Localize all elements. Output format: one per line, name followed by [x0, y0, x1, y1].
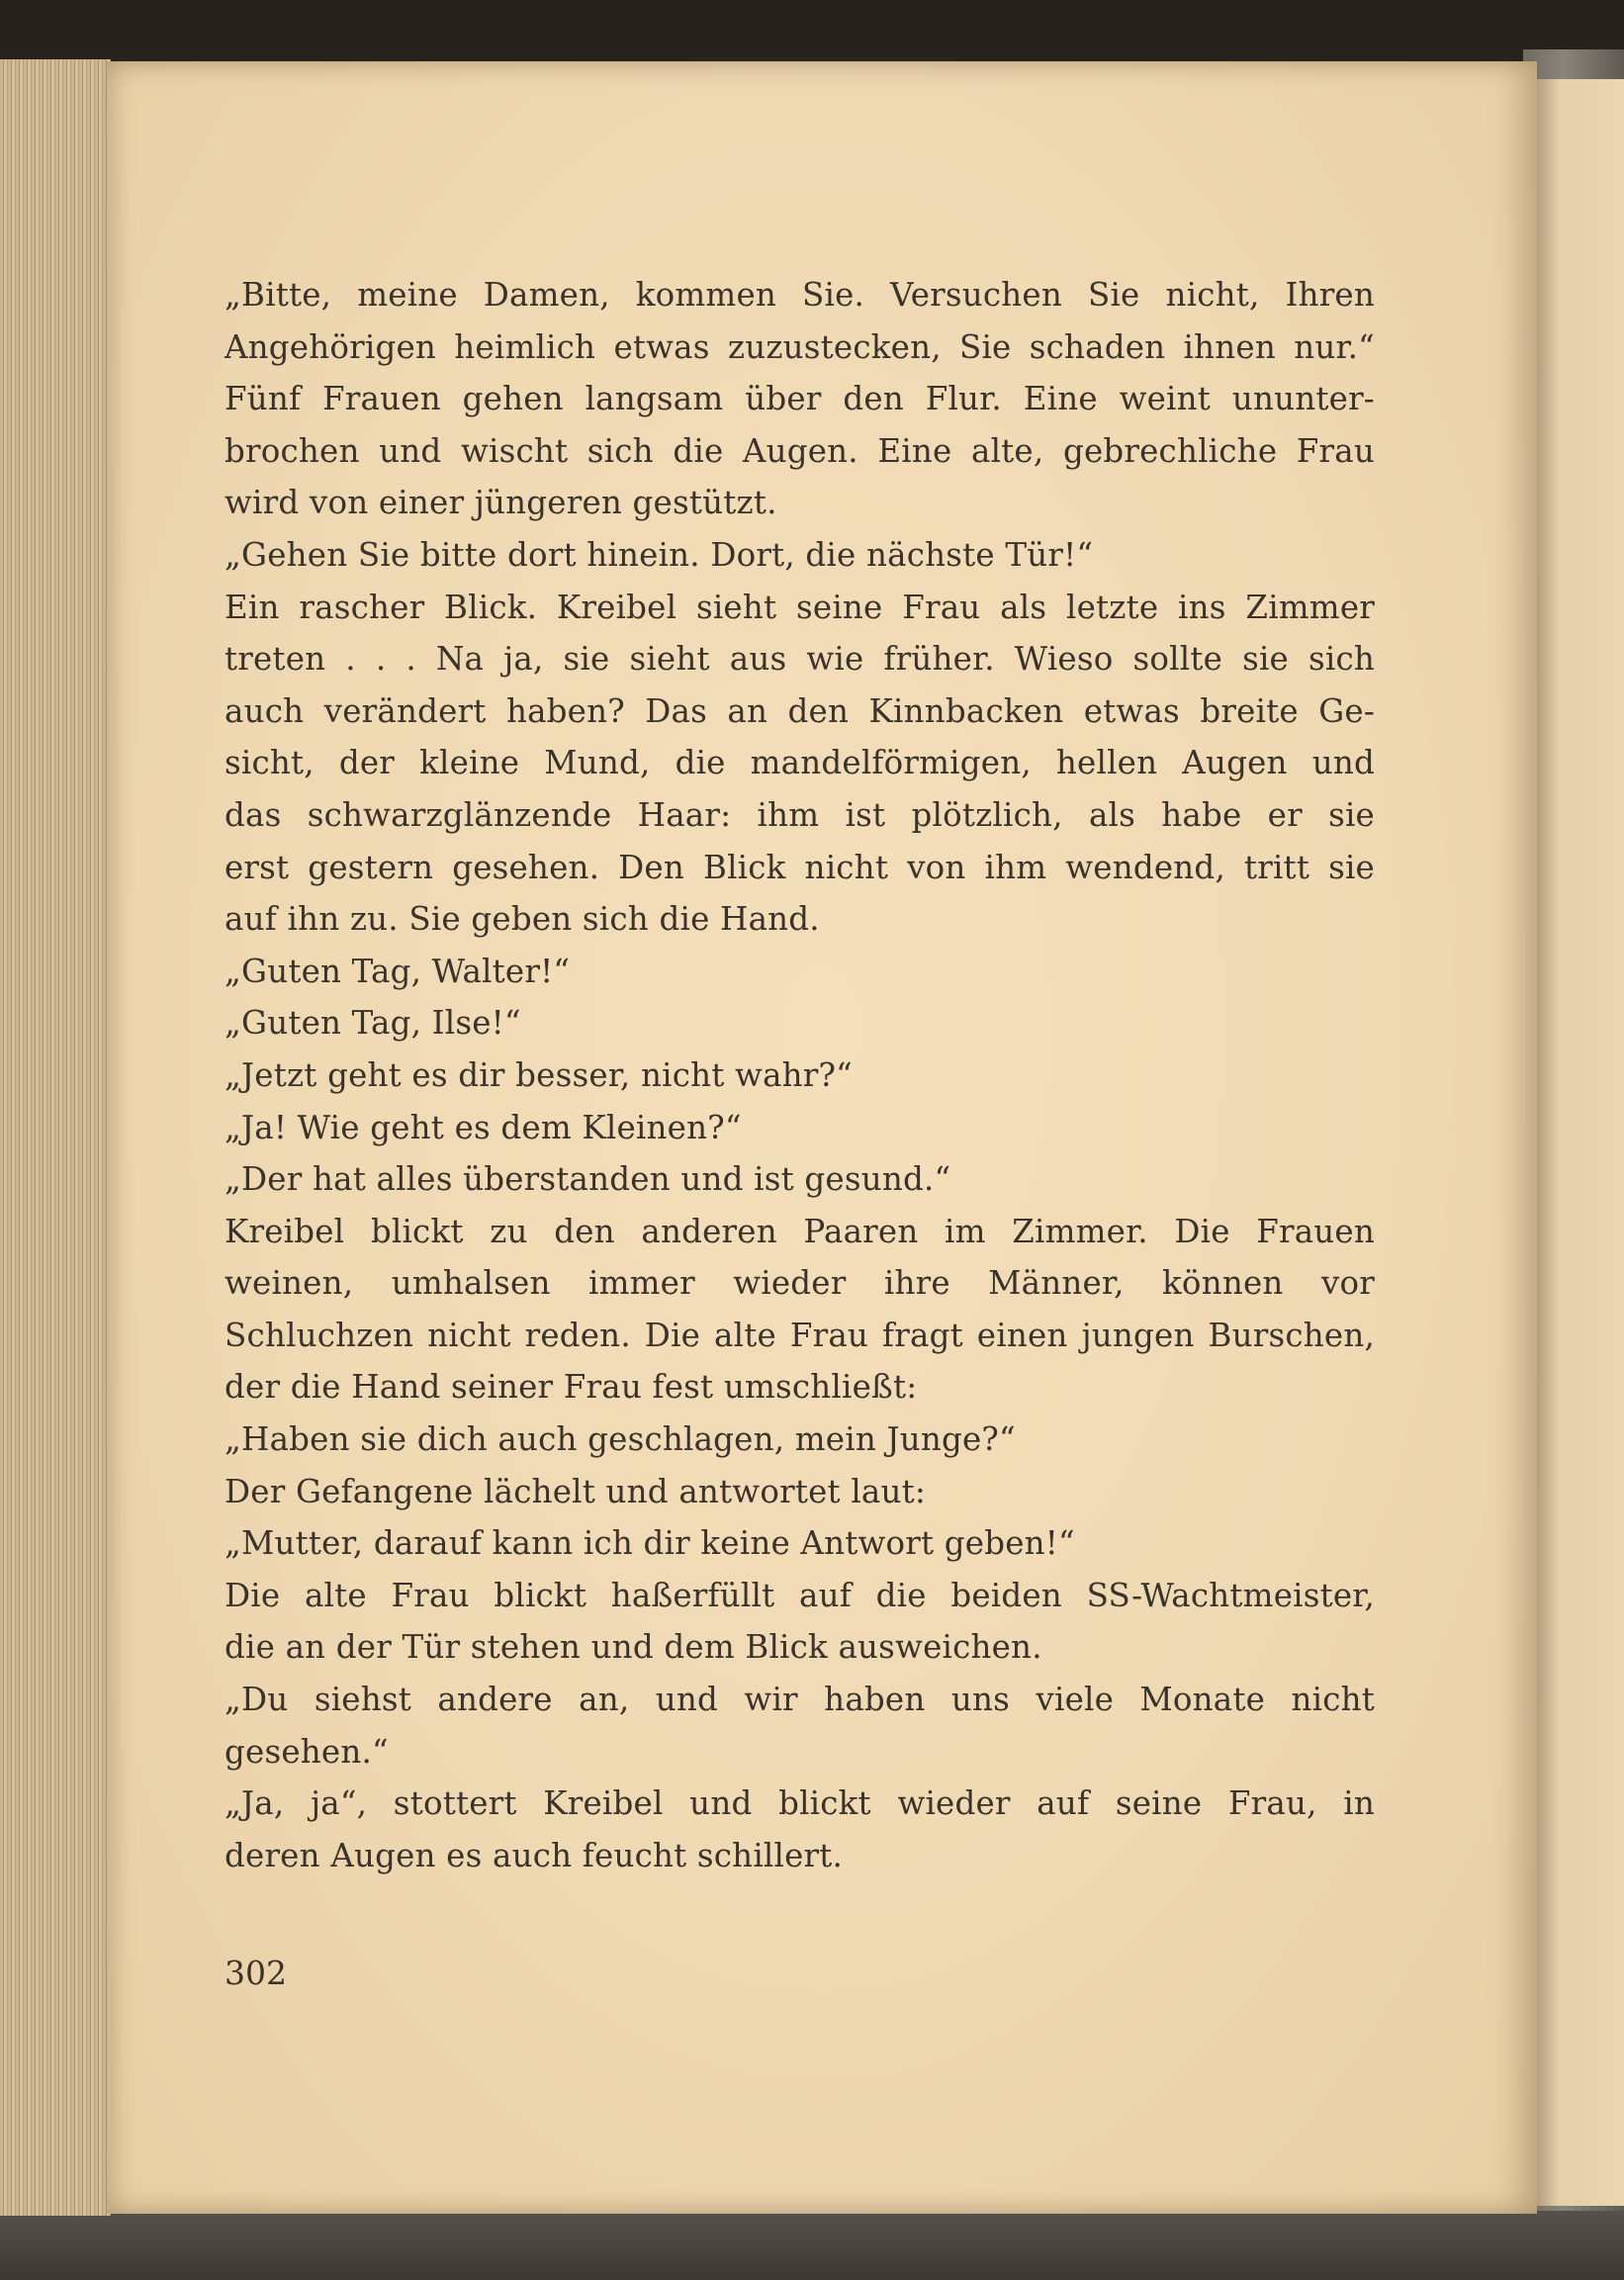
text-line: auf ihn zu. Sie geben sich die Hand. [225, 900, 820, 939]
text-line: „Ja! Wie geht es dem Kleinen?“ [225, 1108, 742, 1146]
text-line: „Ja, ja“, stottert Kreibel und blickt wieder auf seine Frau, in [225, 1784, 1375, 1823]
page-stack-edges [0, 59, 111, 2216]
text-line: die an der Tür stehen und dem Blick ausweichen. [225, 1628, 1042, 1667]
text-line: „Bitte, meine Damen, kommen Sie. Versuchen Sie nicht, Ihren [225, 276, 1375, 314]
text-line: „Jetzt geht es dir besser, nicht wahr?“ [225, 1055, 853, 1094]
text-line: „Haben sie dich auch geschlagen, mein Junge?“ [225, 1420, 1016, 1459]
page-text [225, 269, 1375, 1881]
text-line: „Der hat alles überstanden und ist gesund.“ [225, 1160, 951, 1199]
text-line: weinen, umhalsen immer wieder ihre Männer, können vor [225, 1264, 1375, 1303]
text-line: auch verändert haben? Das an den Kinnbacken etwas breite Ge- [225, 691, 1375, 730]
text-line: „Guten Tag, Walter!“ [225, 952, 571, 990]
text-line: Kreibel blickt zu den anderen Paaren im Zimmer. Die Frauen [225, 1212, 1375, 1250]
text-line: „Gehen Sie bitte dort hinein. Dort, die nächste Tür!“ [225, 535, 1094, 574]
text-line: Die alte Frau blickt haßerfüllt auf die beiden SS-Wachtmeister, [225, 1576, 1375, 1614]
text-line: der die Hand seiner Frau fest umschließt: [225, 1368, 918, 1407]
page-number: 302 [225, 1954, 287, 1992]
text-line: brochen und wischt sich die Augen. Eine alte, gebrechliche Frau [225, 431, 1375, 470]
text-line: Der Gefangene lächelt und antwortet laut: [225, 1472, 927, 1510]
text-line: gesehen.“ [225, 1732, 389, 1771]
text-line: Angehörigen heimlich etwas zuzustecken, Sie schaden ihnen nur.“ [225, 327, 1375, 366]
text-line: treten . . . Na ja, sie sieht aus wie früher. Wieso sollte sie sich [225, 640, 1375, 679]
book-cover-bottom [0, 2211, 1624, 2280]
text-line: das schwarzglänzende Haar: ihm ist plötzlich, als habe er sie [225, 795, 1375, 834]
text-line: „Guten Tag, Ilse!“ [225, 1004, 521, 1043]
text-line: „Mutter, darauf kann ich dir keine Antwort geben!“ [225, 1524, 1075, 1563]
facing-page-edge [1531, 79, 1624, 2206]
text-line: sicht, der kleine Mund, die mandelförmigen, hellen Augen und [225, 744, 1375, 782]
text-line: deren Augen es auch feucht schillert. [225, 1836, 844, 1874]
text-line: erst gestern gesehen. Den Blick nicht von ihm wendend, tritt sie [225, 848, 1375, 886]
text-line: Schluchzen nicht reden. Die alte Frau fragt einen jungen Burschen, [225, 1316, 1375, 1354]
text-line: „Du siehst andere an, und wir haben uns viele Monate nicht [225, 1681, 1375, 1719]
text-line: wird von einer jüngeren gestützt. [225, 484, 777, 522]
text-line: Fünf Frauen gehen langsam über den Flur. Eine weint ununter- [225, 380, 1375, 418]
text-line: Ein rascher Blick. Kreibel sieht seine Frau als letzte ins Zimmer [225, 588, 1375, 626]
